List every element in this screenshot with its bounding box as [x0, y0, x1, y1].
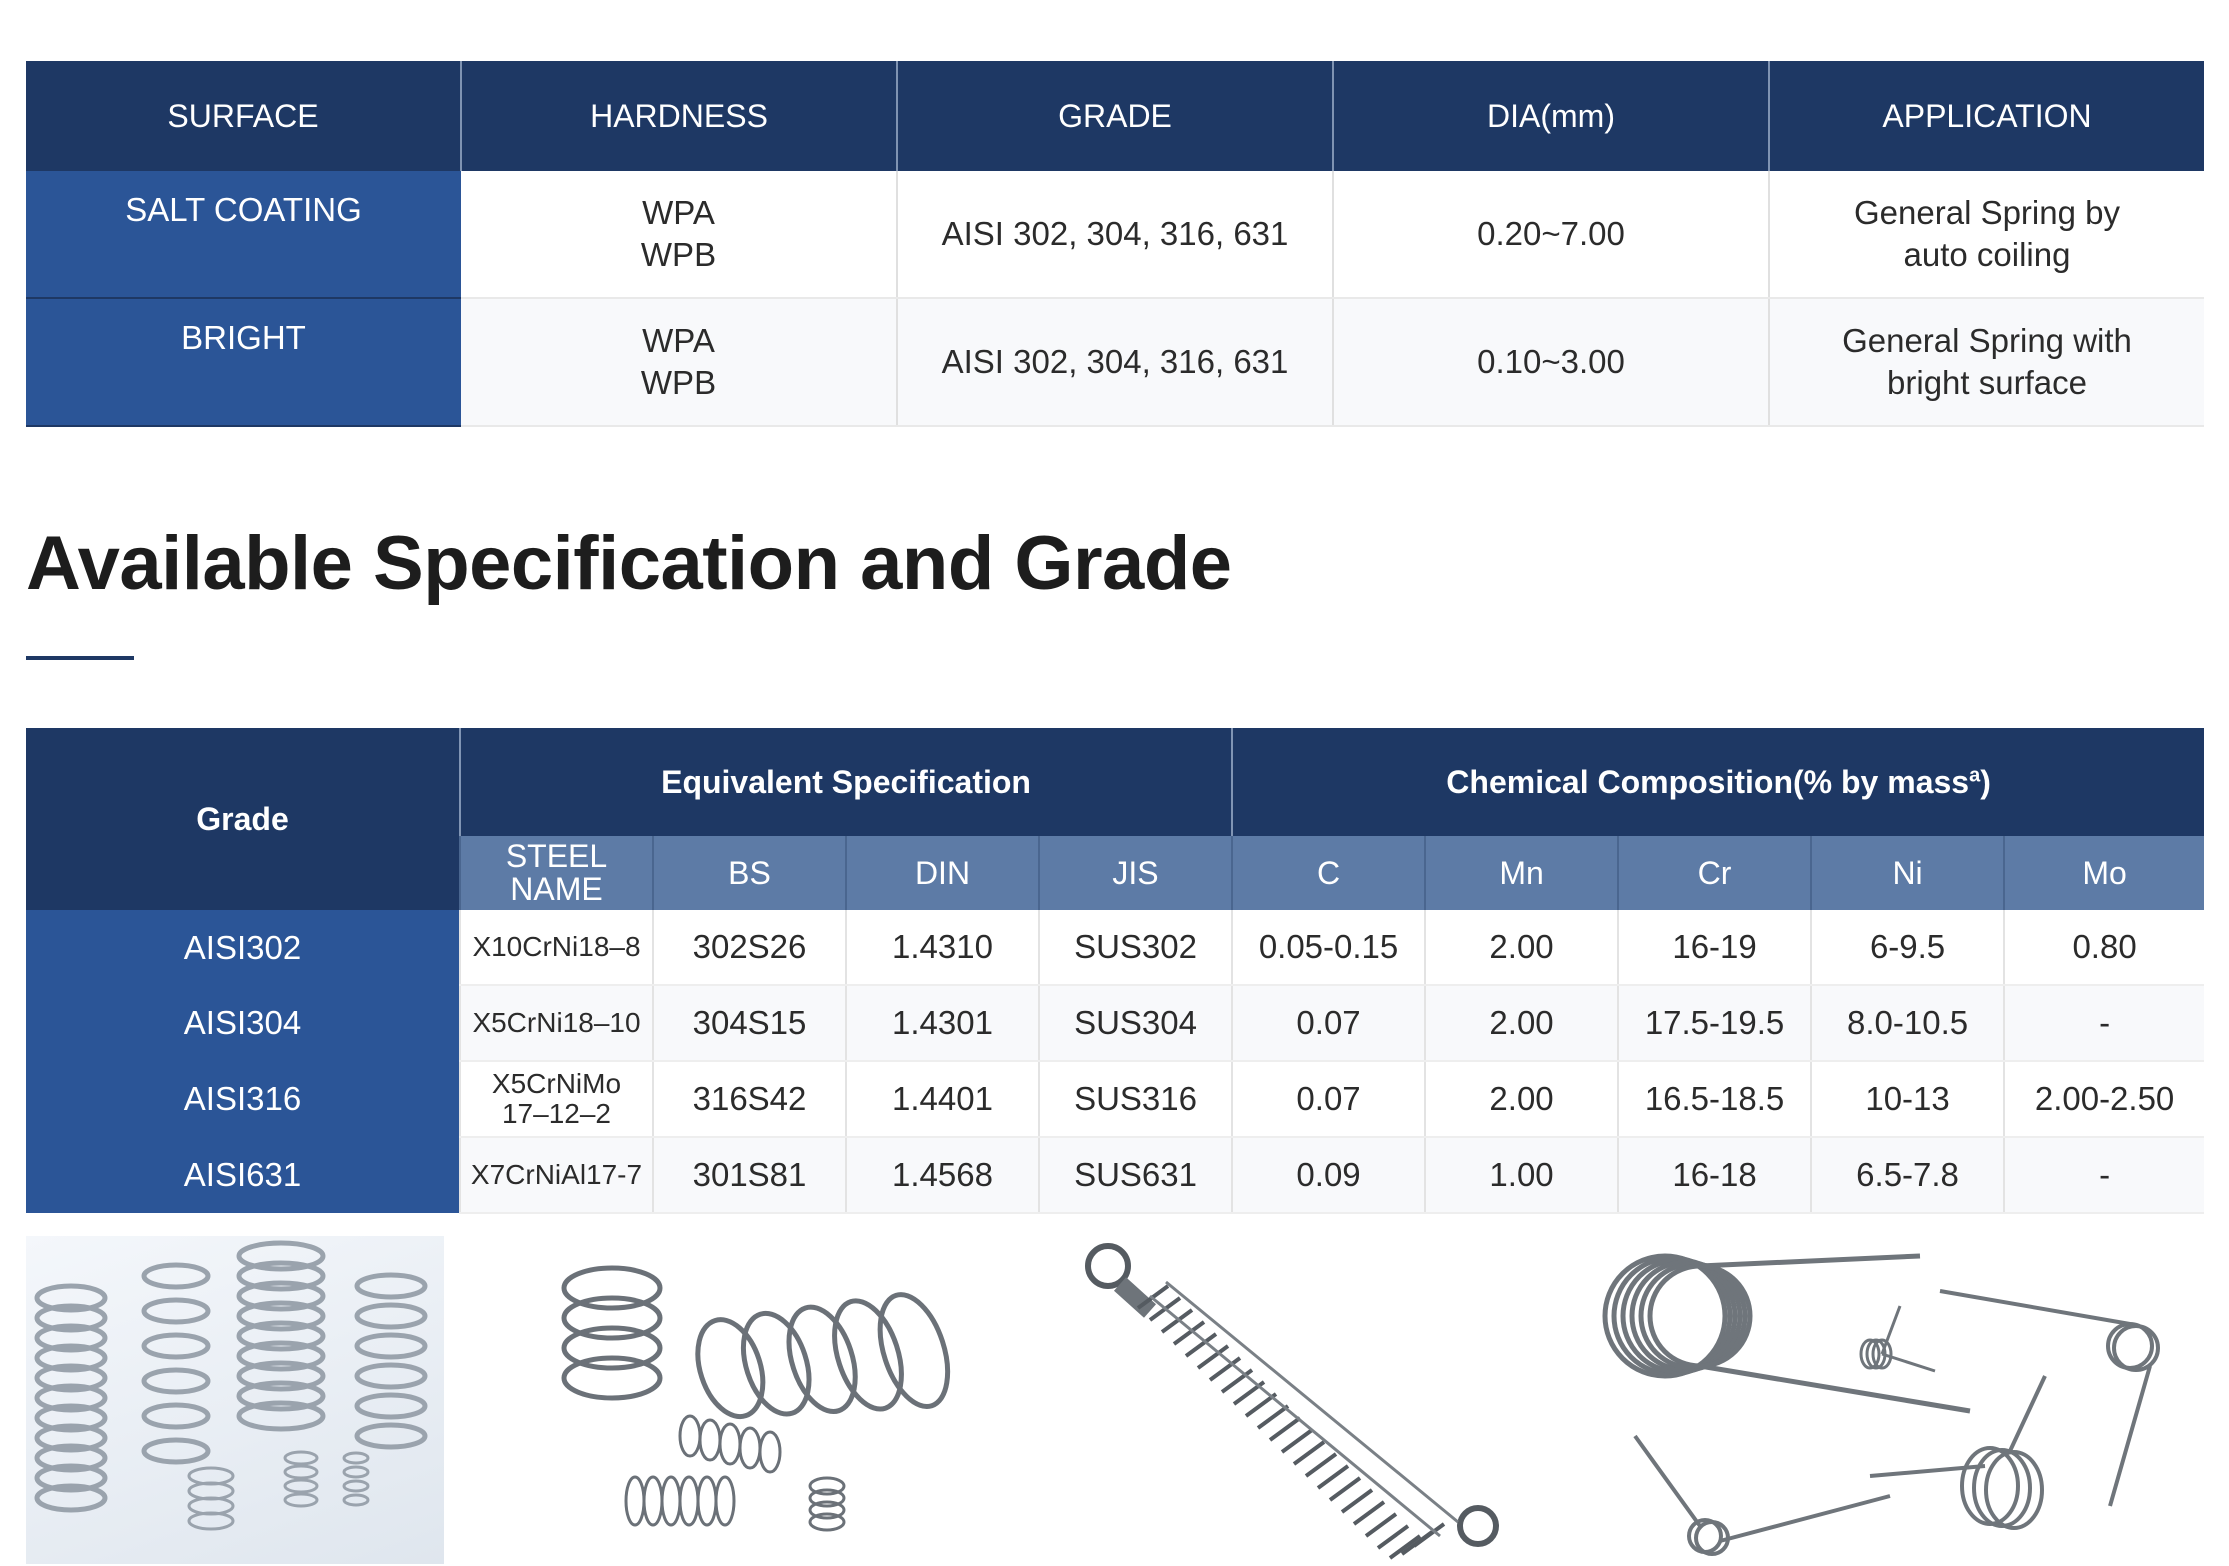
- jis-cell: SUS304: [1039, 985, 1232, 1061]
- header-application: APPLICATION: [1769, 61, 2204, 171]
- din-cell: 1.4310: [846, 910, 1039, 985]
- bs-cell: 316S42: [653, 1061, 846, 1137]
- header-surface: SURFACE: [26, 61, 461, 171]
- table-row: [26, 985, 2204, 1061]
- header-jis: JIS: [1039, 836, 1232, 910]
- table-row: [26, 1137, 2204, 1213]
- compression-springs-group-image: [26, 1236, 444, 1564]
- spec-grade-table: [26, 728, 2204, 1214]
- spring-leg: [2010, 1376, 2045, 1451]
- header-chemical-composition: [1232, 728, 2204, 836]
- din-cell: 1.4301: [846, 985, 1039, 1061]
- spring-coil: [626, 1416, 844, 1530]
- header-mn: Mn: [1425, 836, 1618, 910]
- spring-coil: [2108, 1324, 2158, 1370]
- extension-spring-icon: [1080, 1236, 1520, 1566]
- steel-name-cell: X10CrNi18–8: [460, 910, 653, 985]
- ni-cell: 8.0-10.5: [1811, 985, 2004, 1061]
- hardness-line: WPB: [640, 236, 717, 273]
- table-row: [26, 298, 2204, 426]
- extension-spring-image: [1080, 1236, 1520, 1566]
- header-steel-name-line: NAME: [510, 871, 603, 907]
- chem-header-footnote-mark: a: [1969, 763, 1981, 786]
- mo-cell: -: [2004, 1137, 2204, 1213]
- spring-coil: [1150, 1282, 1458, 1536]
- spring-leg: [1940, 1291, 2130, 1324]
- ni-cell: 6.5-7.8: [1811, 1137, 2004, 1213]
- c-cell: 0.09: [1232, 1137, 1425, 1213]
- ni-cell: 6-9.5: [1811, 910, 2004, 985]
- spring-leg: [2110, 1366, 2150, 1506]
- application-cell: [1769, 171, 2204, 298]
- header-equivalent-specification: Equivalent Specification: [460, 728, 1232, 836]
- c-cell: 0.05-0.15: [1232, 910, 1425, 985]
- section-title: Available Specification and Grade: [26, 521, 1232, 606]
- header-din: DIN: [846, 836, 1039, 910]
- jis-cell: SUS316: [1039, 1061, 1232, 1137]
- grade-cell: AISI 302, 304, 316, 631: [897, 171, 1333, 298]
- application-line: General Spring by: [1854, 194, 2120, 231]
- hardness-line: WPA: [642, 322, 715, 359]
- spring-coil: [1689, 1520, 1728, 1554]
- hardness-line: WPB: [640, 364, 717, 401]
- spec-table-group-header-row: [26, 728, 2204, 836]
- header-grade: Grade: [26, 728, 460, 910]
- mo-cell: 2.00-2.50: [2004, 1061, 2204, 1137]
- surface-table-header-row: [26, 61, 2204, 171]
- table-row: [26, 1061, 2204, 1137]
- application-line: General Spring with: [1842, 322, 2132, 359]
- bs-cell: 302S26: [653, 910, 846, 985]
- grade-cell: AISI631: [26, 1137, 460, 1213]
- spring-coil: [1962, 1448, 2042, 1528]
- title-underline: [26, 656, 134, 660]
- mn-cell: 1.00: [1425, 1137, 1618, 1213]
- steel-name-line: X5CrNiMo: [491, 1068, 622, 1099]
- torsion-springs-icon: [1590, 1236, 2190, 1566]
- application-line: bright surface: [1887, 364, 2087, 401]
- c-cell: 0.07: [1232, 985, 1425, 1061]
- chem-header-text: Chemical Composition(% by mass: [1446, 763, 1970, 800]
- grade-cell: AISI304: [26, 985, 460, 1061]
- c-cell: 0.07: [1232, 1061, 1425, 1137]
- ni-cell: 10-13: [1811, 1061, 2004, 1137]
- spring-coil: [189, 1452, 368, 1529]
- spring-leg: [1700, 1256, 1920, 1266]
- table-row: [26, 171, 2204, 298]
- cr-cell: 16.5-18.5: [1618, 1061, 1811, 1137]
- chem-header-close: ): [1980, 763, 1991, 800]
- grade-cell: AISI302: [26, 910, 460, 985]
- spring-coil: [564, 1268, 660, 1398]
- jis-cell: SUS631: [1039, 1137, 1232, 1213]
- jis-cell: SUS302: [1039, 910, 1232, 985]
- steel-name-cell: [460, 1061, 653, 1137]
- header-mo: Mo: [2004, 836, 2204, 910]
- table-row: [26, 910, 2204, 985]
- steel-name-line: 17–12–2: [501, 1098, 611, 1129]
- spring-coil: [37, 1286, 105, 1510]
- cr-cell: 16-19: [1618, 910, 1811, 985]
- steel-name-cell: X7CrNiAl17-7: [460, 1137, 653, 1213]
- mo-cell: -: [2004, 985, 2204, 1061]
- application-line: auto coiling: [1903, 236, 2071, 273]
- mn-cell: 2.00: [1425, 910, 1618, 985]
- torsion-springs-image: [1590, 1236, 2190, 1566]
- spring-leg: [1635, 1436, 1700, 1526]
- din-cell: 1.4568: [846, 1137, 1039, 1213]
- grade-cell: AISI 302, 304, 316, 631: [897, 298, 1333, 426]
- spring-leg: [1700, 1366, 1970, 1411]
- steel-name-cell: X5CrNi18–10: [460, 985, 653, 1061]
- header-bs: BS: [653, 836, 846, 910]
- mo-cell: 0.80: [2004, 910, 2204, 985]
- spring-leg: [1870, 1466, 1985, 1476]
- header-hardness: HARDNESS: [461, 61, 897, 171]
- compression-springs-group-icon: [26, 1236, 444, 1564]
- hardness-line: WPA: [642, 194, 715, 231]
- bs-cell: 301S81: [653, 1137, 846, 1213]
- dia-cell: 0.20~7.00: [1333, 171, 1769, 298]
- header-c: C: [1232, 836, 1425, 910]
- mn-cell: 2.00: [1425, 985, 1618, 1061]
- application-cell: [1769, 298, 2204, 426]
- surface-table: [26, 61, 2204, 427]
- compression-springs-scattered-icon: [540, 1236, 970, 1566]
- spring-coil: [686, 1256, 960, 1471]
- header-grade: GRADE: [897, 61, 1333, 171]
- spring-coil: [1138, 1286, 1444, 1558]
- spring-coil: [239, 1243, 323, 1429]
- dia-cell: 0.10~3.00: [1333, 298, 1769, 426]
- din-cell: 1.4401: [846, 1061, 1039, 1137]
- header-dia: DIA(mm): [1333, 61, 1769, 171]
- surface-cell: BRIGHT: [26, 298, 461, 426]
- hardness-cell: [461, 171, 897, 298]
- hardness-cell: [461, 298, 897, 426]
- cr-cell: 17.5-19.5: [1618, 985, 1811, 1061]
- header-cr: Cr: [1618, 836, 1811, 910]
- bs-cell: 304S15: [653, 985, 846, 1061]
- spring-coil: [1605, 1256, 1750, 1376]
- spring-coil: [144, 1265, 208, 1462]
- mn-cell: 2.00: [1425, 1061, 1618, 1137]
- cr-cell: 16-18: [1618, 1137, 1811, 1213]
- compression-springs-scattered-image: [540, 1236, 970, 1566]
- spring-hook: [1460, 1508, 1496, 1544]
- surface-cell: SALT COATING: [26, 171, 461, 298]
- header-steel-name: [460, 836, 653, 910]
- spring-leg: [1720, 1496, 1890, 1541]
- spring-hook: [1088, 1246, 1128, 1286]
- spring-body: [1120, 1284, 1150, 1311]
- spring-coil: [357, 1275, 425, 1447]
- grade-cell: AISI316: [26, 1061, 460, 1137]
- header-steel-name-line: STEEL: [505, 838, 608, 874]
- header-ni: Ni: [1811, 836, 2004, 910]
